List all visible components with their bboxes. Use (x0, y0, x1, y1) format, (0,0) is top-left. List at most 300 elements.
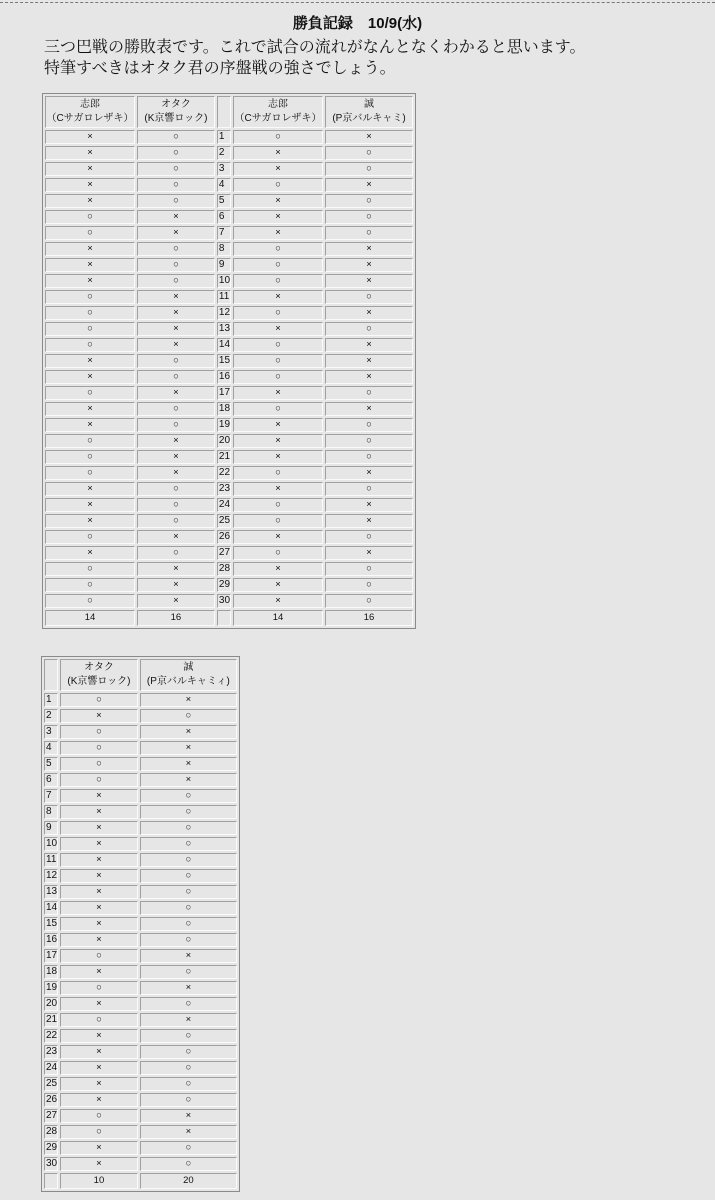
table-row (45, 162, 413, 176)
table-row (44, 741, 237, 755)
result-cell: ○ (137, 162, 215, 176)
table-row (45, 338, 413, 352)
win-total-cell: 14 (45, 610, 135, 626)
game-number-cell: 23 (218, 483, 231, 494)
result-cell: ○ (45, 450, 135, 464)
game-number-cell: 25 (218, 515, 231, 526)
intro-line-2: 特筆すべきはオタク君の序盤戦の強さでしょう。 (44, 58, 396, 77)
result-cell: ○ (140, 1157, 237, 1171)
table-row (45, 194, 413, 208)
result-cell: × (325, 466, 413, 480)
result-cell: × (233, 418, 323, 432)
result-cell: ○ (140, 1045, 237, 1059)
result-cell: × (137, 226, 215, 240)
result-cell: ○ (137, 194, 215, 208)
result-cell: ○ (45, 562, 135, 576)
result-cell: ○ (45, 306, 135, 320)
result-cell: ○ (233, 466, 323, 480)
result-cell: × (140, 1125, 237, 1139)
table-row (44, 1109, 237, 1123)
table-row (44, 901, 237, 915)
result-cell: ○ (325, 450, 413, 464)
result-cell: × (60, 1029, 138, 1043)
game-number-cell: 16 (46, 934, 58, 945)
result-cell: ○ (137, 242, 215, 256)
result-cell: ○ (140, 1061, 237, 1075)
result-cell: ○ (137, 370, 215, 384)
result-cell: ○ (45, 210, 135, 224)
game-number-cell: 6 (44, 773, 58, 787)
result-cell: × (137, 530, 215, 544)
result-cell: ○ (137, 274, 215, 288)
result-cell: ○ (325, 530, 413, 544)
result-cell: ○ (325, 578, 413, 592)
result-cell: × (60, 997, 138, 1011)
column-header-otaku (60, 659, 138, 691)
table-row (44, 1093, 237, 1107)
result-cell: ○ (233, 130, 323, 144)
game-number-cell: 12 (218, 307, 231, 318)
result-cell: ○ (325, 210, 413, 224)
game-number-cell: 27 (218, 547, 231, 558)
result-cell: × (233, 530, 323, 544)
result-cell: ○ (140, 709, 237, 723)
game-number-cell: 25 (46, 1078, 58, 1089)
result-cell: × (137, 434, 215, 448)
result-cell: ○ (325, 322, 413, 336)
result-cell: ○ (325, 482, 413, 496)
character-team: (K京響ロック) (144, 113, 208, 124)
result-cell: × (60, 869, 138, 883)
result-cell: × (60, 1093, 138, 1107)
result-cell: × (60, 821, 138, 835)
result-cell: × (45, 242, 135, 256)
game-number-cell: 12 (46, 870, 58, 881)
result-cell: ○ (325, 434, 413, 448)
player-name: オタク (160, 99, 191, 110)
result-cell: × (325, 258, 413, 272)
result-cell: × (137, 386, 215, 400)
column-header-shiro (45, 96, 135, 128)
table-row (44, 1125, 237, 1139)
result-cell: × (45, 546, 135, 560)
otaku-vs-makoto-table (41, 656, 240, 1192)
game-number-cell: 9 (44, 821, 58, 835)
table-header-row (45, 96, 413, 128)
result-cell: × (60, 709, 138, 723)
result-cell: ○ (233, 306, 323, 320)
result-cell: × (45, 354, 135, 368)
result-cell: × (325, 514, 413, 528)
table-row (44, 693, 237, 707)
table-row (44, 805, 237, 819)
result-cell: × (137, 562, 215, 576)
game-number-cell: 18 (46, 966, 58, 977)
result-cell: × (45, 130, 135, 144)
result-cell: × (45, 498, 135, 512)
result-cell: ○ (325, 290, 413, 304)
table-row (44, 789, 237, 803)
table-row (45, 354, 413, 368)
result-cell: × (60, 789, 138, 803)
result-cell: × (233, 578, 323, 592)
table-row (44, 869, 237, 883)
result-cell: × (60, 901, 138, 915)
game-number-cell: 30 (218, 595, 231, 606)
game-number-cell: 15 (46, 918, 58, 929)
result-cell: × (137, 290, 215, 304)
game-number-cell: 7 (44, 789, 58, 803)
win-total-cell: 16 (137, 610, 215, 626)
table-row (45, 546, 413, 560)
result-cell: × (137, 338, 215, 352)
result-cell: ○ (45, 578, 135, 592)
table-row (45, 482, 413, 496)
table-row (44, 1013, 237, 1027)
result-cell: × (325, 546, 413, 560)
result-cell: ○ (233, 338, 323, 352)
result-cell: ○ (325, 418, 413, 432)
result-cell: ○ (137, 130, 215, 144)
result-cell: ○ (140, 869, 237, 883)
table-row (45, 498, 413, 512)
table-row (45, 258, 413, 272)
character-team: (K京響ロック) (67, 676, 131, 687)
game-number-cell: 29 (46, 1142, 58, 1153)
game-number-cell: 11 (218, 291, 230, 302)
result-cell: × (233, 290, 323, 304)
result-cell: × (137, 210, 215, 224)
table-row (45, 594, 413, 608)
game-number-cell: 10 (218, 275, 231, 286)
result-cell: ○ (140, 965, 237, 979)
column-header-makoto (140, 659, 237, 691)
intro-text (44, 36, 585, 78)
result-cell: × (60, 805, 138, 819)
win-total-cell: 14 (233, 610, 323, 626)
result-cell: ○ (137, 178, 215, 192)
result-cell: × (137, 594, 215, 608)
result-cell: ○ (60, 1013, 138, 1027)
result-cell: × (140, 741, 237, 755)
result-cell: ○ (140, 853, 237, 867)
result-cell: × (45, 514, 135, 528)
result-cell: ○ (137, 402, 215, 416)
table-row (45, 242, 413, 256)
game-number-cell: 30 (46, 1158, 58, 1169)
result-cell: ○ (140, 933, 237, 947)
game-number-cell: 14 (218, 339, 231, 350)
result-cell: × (233, 146, 323, 160)
result-cell: × (60, 933, 138, 947)
result-cell: × (233, 322, 323, 336)
table-row (45, 578, 413, 592)
result-cell: ○ (60, 757, 138, 771)
table-row (44, 757, 237, 771)
result-cell: ○ (137, 258, 215, 272)
table-row (45, 514, 413, 528)
table-row (44, 997, 237, 1011)
table-row (44, 965, 237, 979)
game-number-cell: 22 (218, 467, 231, 478)
table-row (44, 853, 237, 867)
result-cell: ○ (325, 594, 413, 608)
game-number-cell: 28 (218, 563, 231, 574)
game-number-cell: 26 (46, 1094, 58, 1105)
result-cell: ○ (233, 242, 323, 256)
totals-spacer-cell (217, 610, 231, 626)
result-cell: ○ (137, 146, 215, 160)
result-cell: × (45, 482, 135, 496)
game-number-cell: 14 (46, 902, 58, 913)
game-number-cell: 8 (44, 805, 58, 819)
table-row (45, 274, 413, 288)
table-row (45, 402, 413, 416)
result-cell: × (140, 981, 237, 995)
character-team: （Cサガロレザキ） (46, 113, 134, 124)
column-header-shiro-2 (233, 96, 323, 128)
result-cell: × (140, 773, 237, 787)
result-cell: ○ (325, 162, 413, 176)
table-row (45, 450, 413, 464)
result-cell: × (233, 594, 323, 608)
result-cell: × (233, 482, 323, 496)
result-cell: × (325, 354, 413, 368)
page-title: 勝負記録 10/9(水) (292, 15, 423, 32)
result-cell: × (233, 450, 323, 464)
game-number-cell: 13 (218, 323, 231, 334)
result-cell: ○ (233, 258, 323, 272)
game-number-cell: 7 (217, 226, 231, 240)
game-number-cell: 28 (46, 1126, 58, 1137)
game-number-cell: 5 (44, 757, 58, 771)
result-cell: ○ (45, 338, 135, 352)
result-cell: ○ (325, 194, 413, 208)
table-row (45, 130, 413, 144)
game-number-cell: 24 (46, 1062, 58, 1073)
game-number-cell: 2 (217, 146, 231, 160)
result-cell: × (233, 562, 323, 576)
game-number-cell: 10 (46, 838, 58, 849)
result-cell: ○ (233, 402, 323, 416)
result-cell: ○ (60, 949, 138, 963)
player-name: 誠 (364, 99, 374, 110)
totals-row (45, 610, 413, 626)
game-number-cell: 29 (218, 579, 231, 590)
result-cell: ○ (325, 386, 413, 400)
table-row (45, 178, 413, 192)
result-cell: ○ (137, 418, 215, 432)
result-cell: ○ (140, 901, 237, 915)
game-number-cell: 20 (46, 998, 58, 1009)
result-cell: × (233, 162, 323, 176)
result-cell: × (60, 1045, 138, 1059)
table-header-row (44, 659, 237, 691)
game-number-cell: 21 (218, 451, 231, 462)
result-cell: × (325, 178, 413, 192)
table-row (44, 917, 237, 931)
result-cell: ○ (233, 370, 323, 384)
table-row (44, 1045, 237, 1059)
table-row (44, 837, 237, 851)
character-team: (P京バルキャミ) (332, 113, 406, 124)
win-total-cell: 20 (140, 1173, 237, 1189)
result-cell: × (45, 194, 135, 208)
table-row (44, 821, 237, 835)
result-cell: ○ (45, 594, 135, 608)
result-cell: ○ (60, 725, 138, 739)
result-cell: × (233, 226, 323, 240)
result-cell: ○ (45, 322, 135, 336)
table-row (44, 1157, 237, 1171)
table-row (45, 146, 413, 160)
result-cell: ○ (60, 693, 138, 707)
result-cell: × (325, 306, 413, 320)
result-cell: ○ (140, 805, 237, 819)
result-cell: × (325, 338, 413, 352)
result-cell: × (325, 130, 413, 144)
table-row (44, 1141, 237, 1155)
game-number-cell: 21 (46, 1014, 58, 1025)
table-row (45, 322, 413, 336)
result-cell: × (45, 370, 135, 384)
result-cell: × (45, 178, 135, 192)
result-cell: ○ (45, 290, 135, 304)
column-header-game-number (217, 96, 231, 128)
game-number-cell: 20 (218, 435, 231, 446)
result-cell: × (45, 146, 135, 160)
result-cell: × (325, 274, 413, 288)
game-number-cell: 4 (44, 741, 58, 755)
character-team: （Cサガロレザキ） (234, 113, 322, 124)
dashed-divider (0, 2, 715, 3)
result-cell: × (140, 1013, 237, 1027)
column-header-game-number (44, 659, 58, 691)
table-row (44, 933, 237, 947)
game-number-cell: 27 (46, 1110, 58, 1121)
result-cell: × (325, 242, 413, 256)
result-cell: ○ (60, 741, 138, 755)
player-name: 誠 (183, 662, 194, 673)
game-number-cell: 19 (46, 982, 58, 993)
player-name: オタク (83, 662, 114, 673)
game-number-cell: 1 (217, 130, 231, 144)
game-number-cell: 9 (217, 258, 231, 272)
game-number-cell: 4 (217, 178, 231, 192)
result-cell: ○ (140, 917, 237, 931)
result-cell: × (325, 370, 413, 384)
table-row (45, 562, 413, 576)
result-cell: × (60, 853, 138, 867)
game-number-cell: 18 (218, 403, 231, 414)
game-number-cell: 13 (46, 886, 58, 897)
result-cell: ○ (233, 546, 323, 560)
result-cell: × (60, 917, 138, 931)
result-cell: × (60, 1061, 138, 1075)
result-cell: × (325, 498, 413, 512)
result-cell: × (137, 578, 215, 592)
win-total-cell: 10 (60, 1173, 138, 1189)
result-cell: × (233, 386, 323, 400)
game-number-cell: 3 (217, 162, 231, 176)
result-cell: ○ (60, 981, 138, 995)
result-cell: × (45, 418, 135, 432)
table-row (45, 418, 413, 432)
intro-line-1: 三つ巴戦の勝敗表です。これで試合の流れがなんとなくわかると思います。 (44, 37, 586, 56)
result-cell: ○ (325, 562, 413, 576)
table-row (44, 709, 237, 723)
result-cell: × (140, 725, 237, 739)
table-row (45, 386, 413, 400)
result-cell: × (137, 306, 215, 320)
game-number-cell: 24 (218, 499, 231, 510)
column-header-otaku (137, 96, 215, 128)
result-cell: ○ (140, 1029, 237, 1043)
result-cell: ○ (233, 514, 323, 528)
game-number-cell: 22 (46, 1030, 58, 1041)
result-cell: ○ (325, 146, 413, 160)
player-name: 志郎 (268, 99, 289, 110)
result-cell: × (140, 757, 237, 771)
result-cell: ○ (233, 178, 323, 192)
result-cell: ○ (140, 1077, 237, 1091)
result-cell: ○ (137, 498, 215, 512)
result-cell: ○ (137, 514, 215, 528)
result-cell: ○ (325, 226, 413, 240)
result-cell: ○ (137, 482, 215, 496)
result-cell: × (45, 274, 135, 288)
result-cell: × (45, 402, 135, 416)
result-cell: ○ (60, 1125, 138, 1139)
result-cell: ○ (45, 466, 135, 480)
result-cell: ○ (45, 530, 135, 544)
table-row (45, 530, 413, 544)
result-cell: ○ (233, 354, 323, 368)
totals-spacer-cell (44, 1173, 58, 1189)
table-row (44, 981, 237, 995)
table-row (44, 885, 237, 899)
result-cell: × (60, 1077, 138, 1091)
table-row (44, 725, 237, 739)
result-cell: × (60, 1157, 138, 1171)
result-cell: × (140, 1109, 237, 1123)
result-cell: ○ (140, 885, 237, 899)
result-cell: ○ (140, 821, 237, 835)
table-row (45, 226, 413, 240)
table-row (45, 370, 413, 384)
result-cell: × (233, 434, 323, 448)
result-cell: ○ (60, 1109, 138, 1123)
result-cell: ○ (233, 498, 323, 512)
game-number-cell: 1 (44, 693, 58, 707)
result-cell: × (60, 965, 138, 979)
result-cell: ○ (60, 773, 138, 787)
result-cell: ○ (137, 354, 215, 368)
result-cell: ○ (233, 274, 323, 288)
table-row (45, 290, 413, 304)
table-row (45, 434, 413, 448)
result-cell: ○ (140, 1141, 237, 1155)
game-number-cell: 11 (46, 854, 57, 865)
result-cell: ○ (45, 226, 135, 240)
result-cell: × (325, 402, 413, 416)
table-row (45, 306, 413, 320)
game-number-cell: 5 (217, 194, 231, 208)
result-cell: ○ (45, 386, 135, 400)
result-cell: ○ (140, 1093, 237, 1107)
game-number-cell: 26 (218, 531, 231, 542)
game-number-cell: 23 (46, 1046, 58, 1057)
